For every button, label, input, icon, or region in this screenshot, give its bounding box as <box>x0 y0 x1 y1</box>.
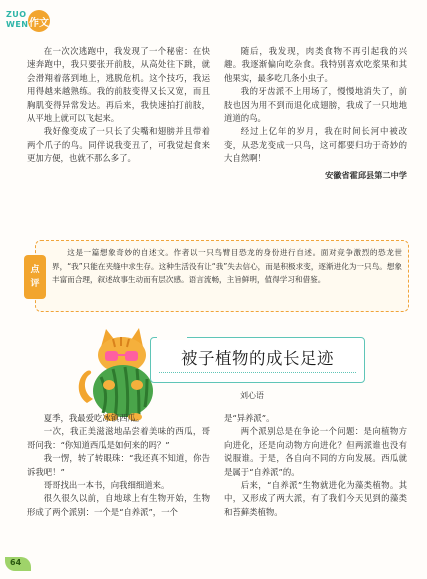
page-number-badge <box>5 557 33 571</box>
essay2-paragraph: 是“异养派”。 <box>224 413 275 423</box>
essay1-paragraph: 经过上亿年的岁月，我在时间长河中被改变，从恐龙变成一只鸟，这可都要归功于奇妙的大自然啊！ <box>224 126 407 164</box>
essay2-paragraph: 后来，“自养派”生物就进化为藻类植物。其中，又形成了两大派，有了我们今天见到的藻类和苔藓类植物。 <box>224 480 407 517</box>
page-number: 64 <box>10 558 22 567</box>
essay2-author: 刘心语 <box>240 391 264 400</box>
essay2-title-box <box>150 337 365 383</box>
logo-text-zuo: ZUO <box>6 10 27 19</box>
watermelon-icon <box>93 365 153 417</box>
essay2-right-column <box>224 412 407 519</box>
essay2-paragraph: 两个派别总是在争论一个问题：是向植物方向进化，还是向动物方向进化？但两派谁也没有说服谁。于是，各自向不同的方向发展。西瓜就是属于“自养派”的。 <box>224 426 407 477</box>
column-logo <box>6 8 50 34</box>
essay1-paragraph: 我好像变成了一只长了尖嘴和翅膀并且带着两个爪子的鸟。同伴说我变丑了，可我觉起食来更加方便，也就不那么多了。 <box>27 126 210 164</box>
essay1-school-signature: 安徽省霍邱县第二中学 <box>325 169 407 180</box>
essay1-paragraph: 我的牙齿派不上用场了，慢慢地消失了，前肢也因为用不到而退化成翅膀，我成了一只地地道道的鸟。 <box>224 86 407 124</box>
essay2-paragraph: 夏季，我最爱吃冰镇西瓜。 <box>43 413 145 423</box>
essay2-title: 被子植物的成长足迹 <box>181 349 334 368</box>
essay2-paragraph: 我一愣，转了转眼珠：“我还真不知道，你告诉我吧！” <box>27 453 210 477</box>
title-dotted-divider <box>159 372 356 376</box>
essay2-paragraph: 一次，我正美滋滋地品尝着美味的西瓜，哥哥问我：“你知道西瓜是如何来的吗？” <box>27 426 210 450</box>
essay1-paragraph: 随后，我发现，肉类食物不再引起我的兴趣。我逐渐偏向吃杂食。我特别喜欢吃浆果和其他果实，最多吃几条小虫子。 <box>224 46 407 83</box>
cat-tail-icon <box>79 370 93 403</box>
teacher-comment-box <box>30 240 409 312</box>
essay1-paragraph: 在一次次逃跑中，我发现了一个秘密：在快速奔跑中，我只要张开前肢，从高处往下跳，就会滑翔着落到地上，逃脱危机。这个技巧，我运用得越来越熟练。我的前肢变得又长又宽，而且胸肌变得异常发达。再后来，我快速拍打前肢，从平地上就可以飞起来。 <box>27 46 210 124</box>
essay2-paragraph: 很久很久以前，自地球上有生物开始，生物形成了两个派别：一个是“自养派”，一个 <box>27 493 210 517</box>
essay2-left-column <box>27 412 210 519</box>
comment-tag-char: 点 <box>30 265 40 275</box>
essay2-paragraph: 哥哥找出一本书，向我细细道来。 <box>43 480 170 491</box>
essay1-left-column <box>27 45 210 166</box>
essay1-right-column <box>224 45 407 182</box>
comment-tag-char: 评 <box>30 279 40 289</box>
comment-tag <box>24 255 46 299</box>
logo-badge: 作文 <box>28 10 50 32</box>
comment-text: 这是一篇想象奇妙的自述文。作者以一只鸟臂目恐龙的身份进行自述。面对竞争激烈的恐龙世界，“我”只能在夹缝中求生存。这种生活没有让“我”失去信心，而是积极求变，逐渐进化为一只鸟。想象丰富而合理，叙述故事生动而有层次感。语言流畅，主旨鲜明，值得学习和借鉴。 <box>52 248 402 285</box>
glasses-icon <box>105 351 118 361</box>
logo-text-wen: WEN <box>6 20 29 29</box>
